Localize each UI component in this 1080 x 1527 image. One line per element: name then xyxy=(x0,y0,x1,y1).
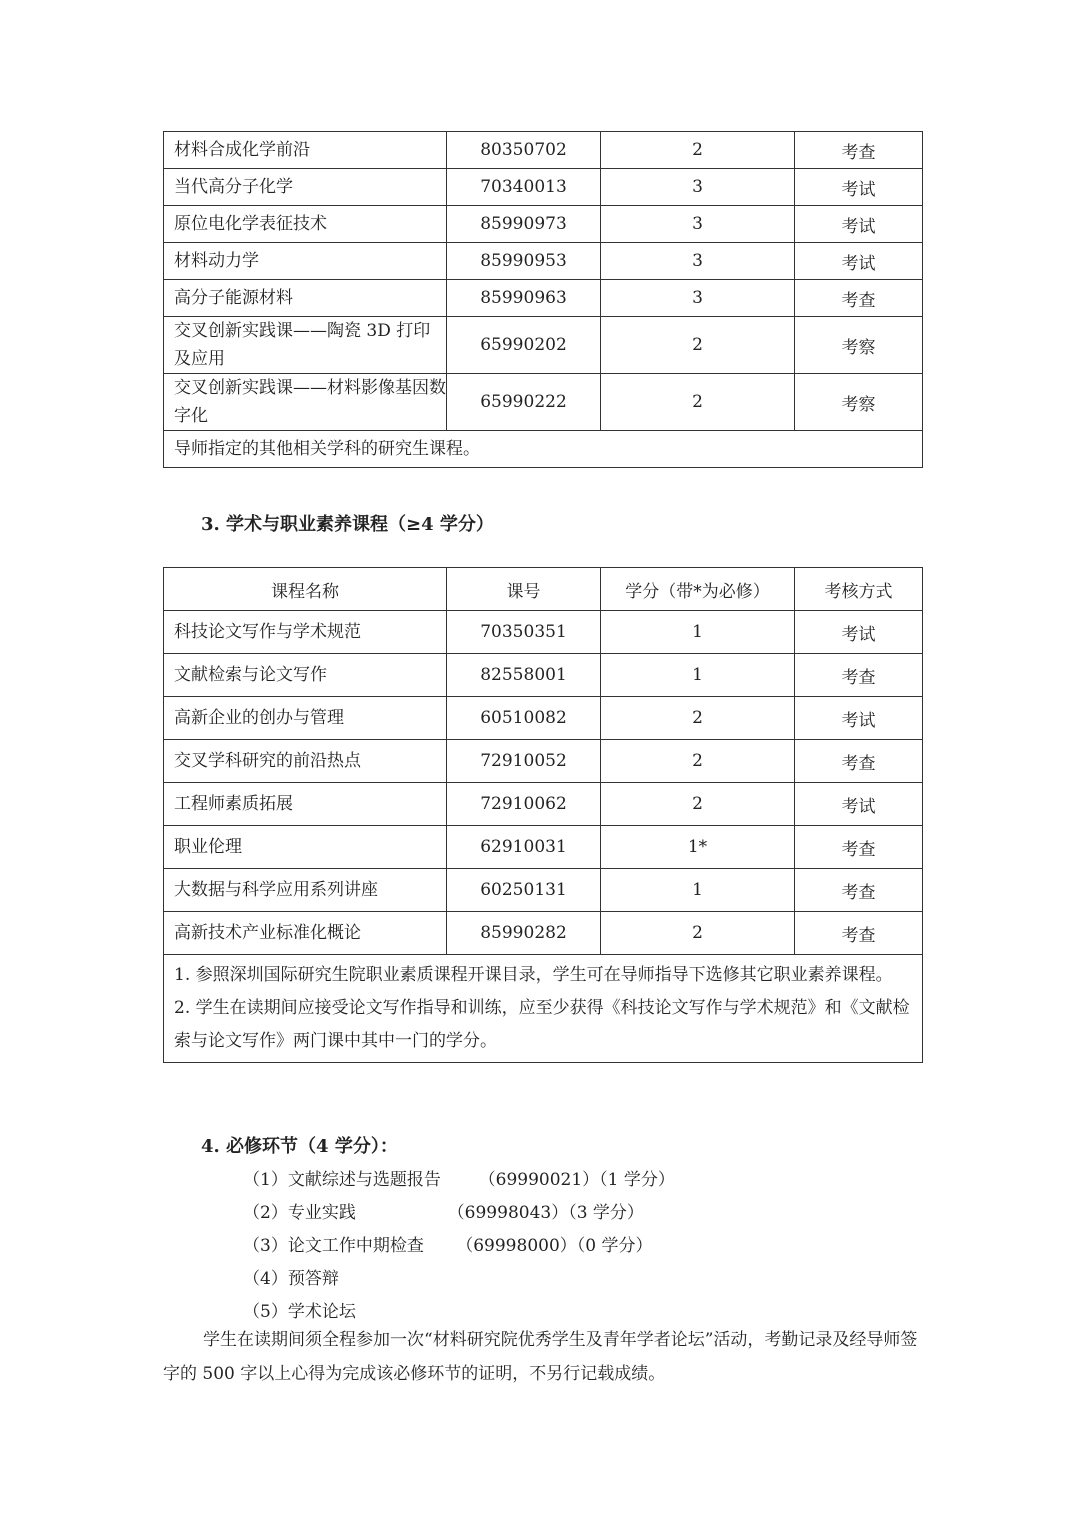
table-notes xyxy=(164,955,923,1063)
course-name: 交叉创新实践课——材料影像基因数字化 xyxy=(164,374,447,431)
course-code: 72910062 xyxy=(447,783,601,826)
section-4-heading: 4. 必修环节（4 学分）： xyxy=(201,1136,398,1157)
note-1: 1. 参照深圳国际研究生院职业素质课程开课目录，学生可在导师指导下选修其它职业素养课程。 xyxy=(174,965,893,985)
course-credit: 3 xyxy=(601,243,795,280)
table-header-row xyxy=(164,568,923,611)
course-credit: 2 xyxy=(601,317,795,374)
table-note: 导师指定的其他相关学科的研究生课程。 xyxy=(164,431,923,468)
course-code: 65990222 xyxy=(447,374,601,431)
table-row xyxy=(164,169,923,206)
course-credit: 2 xyxy=(601,697,795,740)
list-item: （2）专业实践 （69998043）（3 学分） xyxy=(243,1203,644,1223)
course-code: 72910052 xyxy=(447,740,601,783)
header-course-name: 课程名称 xyxy=(164,568,447,611)
course-exam: 考试 xyxy=(795,611,923,654)
table-row xyxy=(164,243,923,280)
course-name: 交叉创新实践课——陶瓷 3D 打印及应用 xyxy=(164,317,447,374)
course-credit: 1 xyxy=(601,654,795,697)
course-code: 85990963 xyxy=(447,280,601,317)
course-name: 科技论文写作与学术规范 xyxy=(164,611,447,654)
list-item: （3）论文工作中期检查 （69998000）（0 学分） xyxy=(243,1236,653,1256)
table-note-row xyxy=(164,955,923,1063)
table-row xyxy=(164,317,923,374)
course-exam: 考察 xyxy=(795,374,923,431)
course-name: 交叉学科研究的前沿热点 xyxy=(164,740,447,783)
course-credit: 2 xyxy=(601,132,795,169)
course-credit: 2 xyxy=(601,783,795,826)
table-row xyxy=(164,280,923,317)
course-credit: 1 xyxy=(601,869,795,912)
table-row xyxy=(164,611,923,654)
section-4-paragraph: 学生在读期间须全程参加一次“材料研究院优秀学生及青年学者论坛”活动，考勤记录及经导师签字的 500 字以上心得为完成该必修环节的证明，不另行记载成绩。 xyxy=(163,1330,918,1384)
course-code: 65990202 xyxy=(447,317,601,374)
course-code: 80350702 xyxy=(447,132,601,169)
course-credit: 3 xyxy=(601,206,795,243)
course-exam: 考查 xyxy=(795,132,923,169)
course-name: 高分子能源材料 xyxy=(164,280,447,317)
course-code: 85990973 xyxy=(447,206,601,243)
course-table-1 xyxy=(163,131,923,468)
course-exam: 考试 xyxy=(795,243,923,280)
course-code: 82558001 xyxy=(447,654,601,697)
course-name: 当代高分子化学 xyxy=(164,169,447,206)
course-credit: 2 xyxy=(601,740,795,783)
course-name: 高新技术产业标准化概论 xyxy=(164,912,447,955)
course-exam: 考查 xyxy=(795,280,923,317)
course-exam: 考查 xyxy=(795,869,923,912)
note-2: 2. 学生在读期间应接受论文写作指导和训练，应至少获得《科技论文写作与学术规范》和《文献检索与论文写作》两门课中其中一门的学分。 xyxy=(174,998,910,1051)
table-row xyxy=(164,206,923,243)
course-credit: 3 xyxy=(601,280,795,317)
course-credit: 2 xyxy=(601,912,795,955)
table-row xyxy=(164,783,923,826)
course-name: 工程师素质拓展 xyxy=(164,783,447,826)
course-code: 62910031 xyxy=(447,826,601,869)
course-exam: 考试 xyxy=(795,697,923,740)
list-item: （5）学术论坛 xyxy=(243,1302,356,1322)
course-exam: 考查 xyxy=(795,740,923,783)
course-exam: 考试 xyxy=(795,783,923,826)
course-credit: 2 xyxy=(601,374,795,431)
table-row xyxy=(164,912,923,955)
table-row xyxy=(164,374,923,431)
course-code: 85990282 xyxy=(447,912,601,955)
course-code: 70350351 xyxy=(447,611,601,654)
course-name: 高新企业的创办与管理 xyxy=(164,697,447,740)
course-exam: 考查 xyxy=(795,912,923,955)
course-name: 原位电化学表征技术 xyxy=(164,206,447,243)
list-item: （1）文献综述与选题报告 （69990021）（1 学分） xyxy=(243,1170,675,1190)
table-row xyxy=(164,132,923,169)
section-3-heading: 3. 学术与职业素养课程（≥4 学分） xyxy=(201,514,494,535)
header-credit: 学分（带*为必修） xyxy=(601,568,795,611)
course-name: 材料动力学 xyxy=(164,243,447,280)
table-row xyxy=(164,697,923,740)
course-exam: 考试 xyxy=(795,206,923,243)
course-name: 大数据与科学应用系列讲座 xyxy=(164,869,447,912)
course-exam: 考试 xyxy=(795,169,923,206)
header-course-code: 课号 xyxy=(447,568,601,611)
table-row xyxy=(164,826,923,869)
course-code: 60250131 xyxy=(447,869,601,912)
course-name: 材料合成化学前沿 xyxy=(164,132,447,169)
table-row xyxy=(164,740,923,783)
course-table-2 xyxy=(163,567,923,1063)
list-item: （4）预答辩 xyxy=(243,1269,339,1289)
course-code: 60510082 xyxy=(447,697,601,740)
course-code: 85990953 xyxy=(447,243,601,280)
course-exam: 考查 xyxy=(795,826,923,869)
course-credit: 1 xyxy=(601,611,795,654)
course-exam: 考察 xyxy=(795,317,923,374)
table-row xyxy=(164,869,923,912)
course-name: 文献检索与论文写作 xyxy=(164,654,447,697)
course-code: 70340013 xyxy=(447,169,601,206)
course-exam: 考查 xyxy=(795,654,923,697)
header-exam: 考核方式 xyxy=(795,568,923,611)
course-name: 职业伦理 xyxy=(164,826,447,869)
course-credit: 1* xyxy=(601,826,795,869)
course-credit: 3 xyxy=(601,169,795,206)
table-row xyxy=(164,654,923,697)
table-note-row xyxy=(164,431,923,468)
